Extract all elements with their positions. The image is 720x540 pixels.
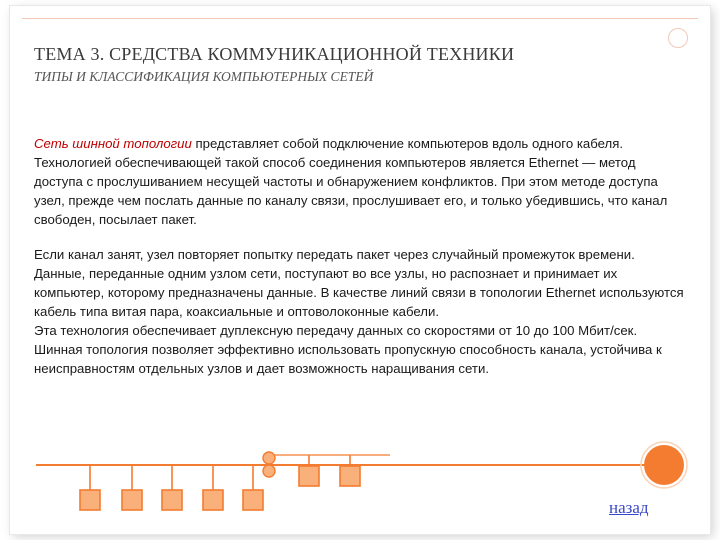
- highlight-term: Сеть шинной топологии: [34, 136, 192, 151]
- paragraph-1-line-2: Технологией обеспечивающей такой способ соединения компьютеров является Ethernet — метод доступа с прослушиванием несущей частоты и обнаружением конфликтов. При этом методе доступа узел, прежде чем послать данные по каналу связи, прослушивает его, и только убедившись, что канал свободен, посылает пакет.: [34, 155, 668, 227]
- paragraph-2-text: Если канал занят, узел повторяет попытку передать пакет через случайный промежуток времени. Данные, переданные одним узлом сети, поступают во все узлы, но распознает и принимает их компьютер, которому предназначены данные. В качестве линий связи в топологии Ethernet используются кабель типа витая пара, коаксиальные и оптоволоконные кабели.: [34, 247, 684, 319]
- computer-node: [203, 490, 223, 510]
- computer-node: [299, 466, 319, 486]
- decor-circle: [644, 445, 684, 485]
- computer-node: [162, 490, 182, 510]
- slide-subtitle: ТИПЫ И КЛАССИФИКАЦИЯ КОМПЬЮТЕРНЫХ СЕТЕЙ: [34, 69, 374, 84]
- computer-node: [122, 490, 142, 510]
- computer-node: [80, 490, 100, 510]
- lower-nodes: [80, 465, 263, 510]
- slide-title: ТЕМА 3. СРЕДСТВА КОММУНИКАЦИОННОЙ ТЕХНИКИ: [34, 44, 515, 64]
- paragraph-1-rest: представляет собой подключение компьютеров вдоль одного кабеля.: [191, 136, 624, 151]
- branch-segment: [269, 455, 390, 486]
- bus-connector-node: [263, 465, 275, 477]
- bus-connector-node: [263, 452, 275, 464]
- back-link[interactable]: назад: [609, 498, 649, 517]
- computer-node: [340, 466, 360, 486]
- paragraph-2-line-2: Эта технология обеспечивает дуплексную передачу данных со скоростями от 10 до 100 Мбит/сек. Шинная топология позволяет эффективно использовать пропускную способность канала, устойчива к неисправностям отдельных узлов и дает возможность наращивания сети.: [34, 323, 662, 376]
- computer-node: [243, 490, 263, 510]
